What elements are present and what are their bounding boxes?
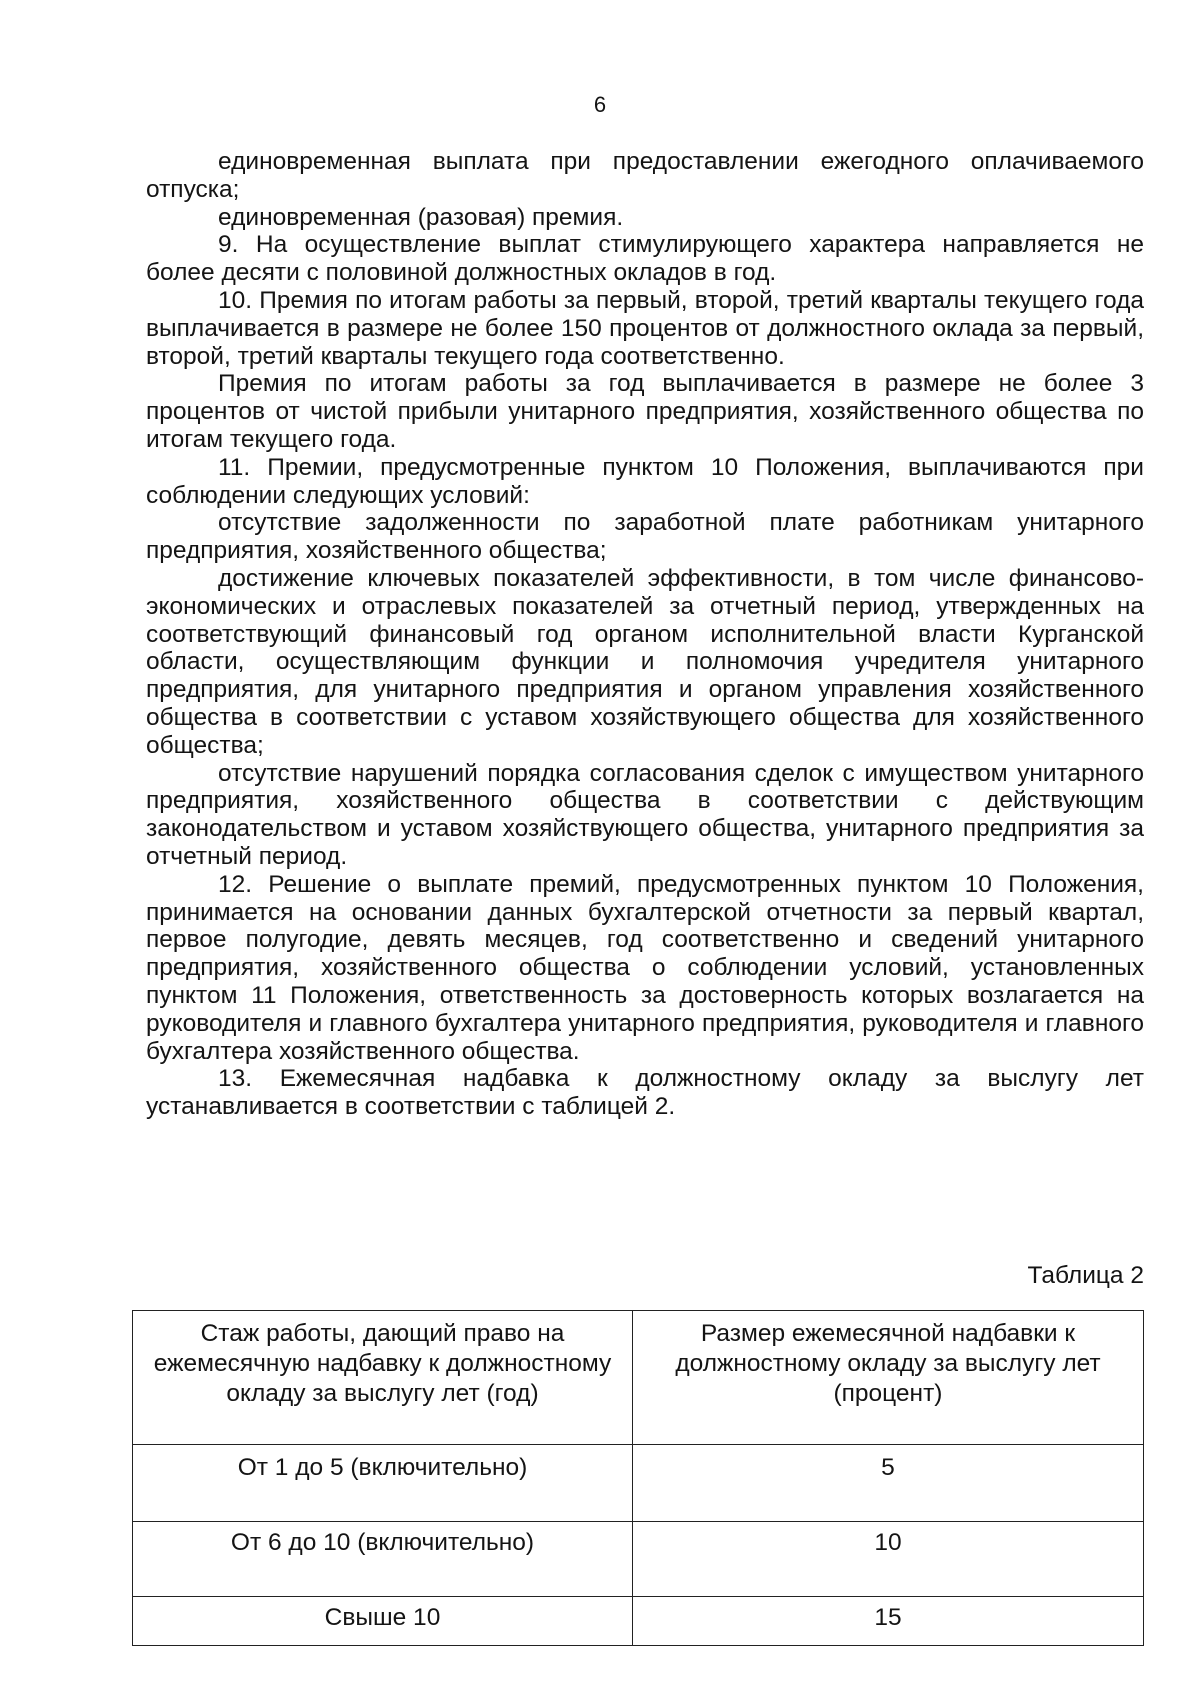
cell-period: От 1 до 5 (включительно) [133, 1445, 633, 1522]
table-row [133, 1522, 1144, 1597]
cell-period: Свыше 10 [133, 1597, 633, 1646]
document-body [146, 148, 1144, 1121]
paragraph: 11. Премии, предусмотренные пунктом 10 Положения, выплачиваются при соблюдении следующих условий: [146, 453, 1144, 509]
cell-percent: 10 [633, 1522, 1144, 1597]
table-row [133, 1445, 1144, 1522]
cell-percent: 5 [633, 1445, 1144, 1522]
paragraph: единовременная выплата при предоставлении ежегодного оплачиваемого отпуска; [146, 148, 1144, 203]
paragraph: отсутствие задолженности по заработной плате работникам унитарного предприятия, хозяйственного общества; [146, 509, 1144, 565]
paragraph: 10. Премия по итогам работы за первый, второй, третий кварталы текущего года выплачивается в размере не более 150 процентов от должностного оклада за первый, второй, третий кварталы текущего года соответственно. [146, 286, 1144, 370]
cell-percent: 15 [633, 1597, 1144, 1646]
paragraph: единовременная (разовая) премия. [218, 203, 624, 231]
table-header-row [133, 1311, 1144, 1445]
paragraph: 12. Решение о выплате премий, предусмотренных пунктом 10 Положения, принимается на основании данных бухгалтерской отчетности за первый квартал, первое полугодие, девять месяцев, год соответственно и сведений унитарного предприятия, хозяйственного общества о соблюдении условий, установленных пунктом 11 Положения, ответственность за достоверность которых возлагается на руководителя и главного бухгалтера унитарного предприятия, руководителя и главного бухгалтера хозяйственного общества. [146, 870, 1144, 1065]
header-cell-percent: Размер ежемесячной надбавки к должностному окладу за выслугу лет (процент) [633, 1311, 1144, 1445]
paragraph: отсутствие нарушений порядка согласования сделок с имуществом унитарного предприятия, хозяйственного общества в соответствии с действующим законодательством и уставом хозяйствующего общества, унитарного предприятия за отчетный период. [146, 759, 1144, 870]
seniority-table [132, 1310, 1144, 1646]
paragraph: 13. Ежемесячная надбавка к должностному окладу за выслугу лет устанавливается в соответствии с таблицей 2. [146, 1065, 1144, 1121]
table-caption: Таблица 2 [1027, 1262, 1144, 1289]
page-number: 6 [593, 92, 607, 117]
table-row [133, 1597, 1144, 1646]
paragraph: 9. На осуществление выплат стимулирующего характера направляется не более десяти с половиной должностных окладов в год. [146, 231, 1144, 287]
cell-period: От 6 до 10 (включительно) [133, 1522, 633, 1597]
header-cell-period: Стаж работы, дающий право на ежемесячную надбавку к должностному окладу за выслугу лет (год) [133, 1311, 633, 1445]
paragraph: достижение ключевых показателей эффективности, в том числе финансово-экономических и отраслевых показателей за отчетный период, утвержденных на соответствующий финансовый год органом исполнительной власти Курганской области, осуществляющим функции и полномочия учредителя унитарного предприятия, для унитарного предприятия и органом управления хозяйственного общества в соответствии с уставом хозяйствующего общества для хозяйственного общества; [146, 564, 1144, 759]
paragraph: Премия по итогам работы за год выплачивается в размере не более 3 процентов от чистой прибыли унитарного предприятия, хозяйственного общества по итогам текущего года. [146, 370, 1144, 453]
